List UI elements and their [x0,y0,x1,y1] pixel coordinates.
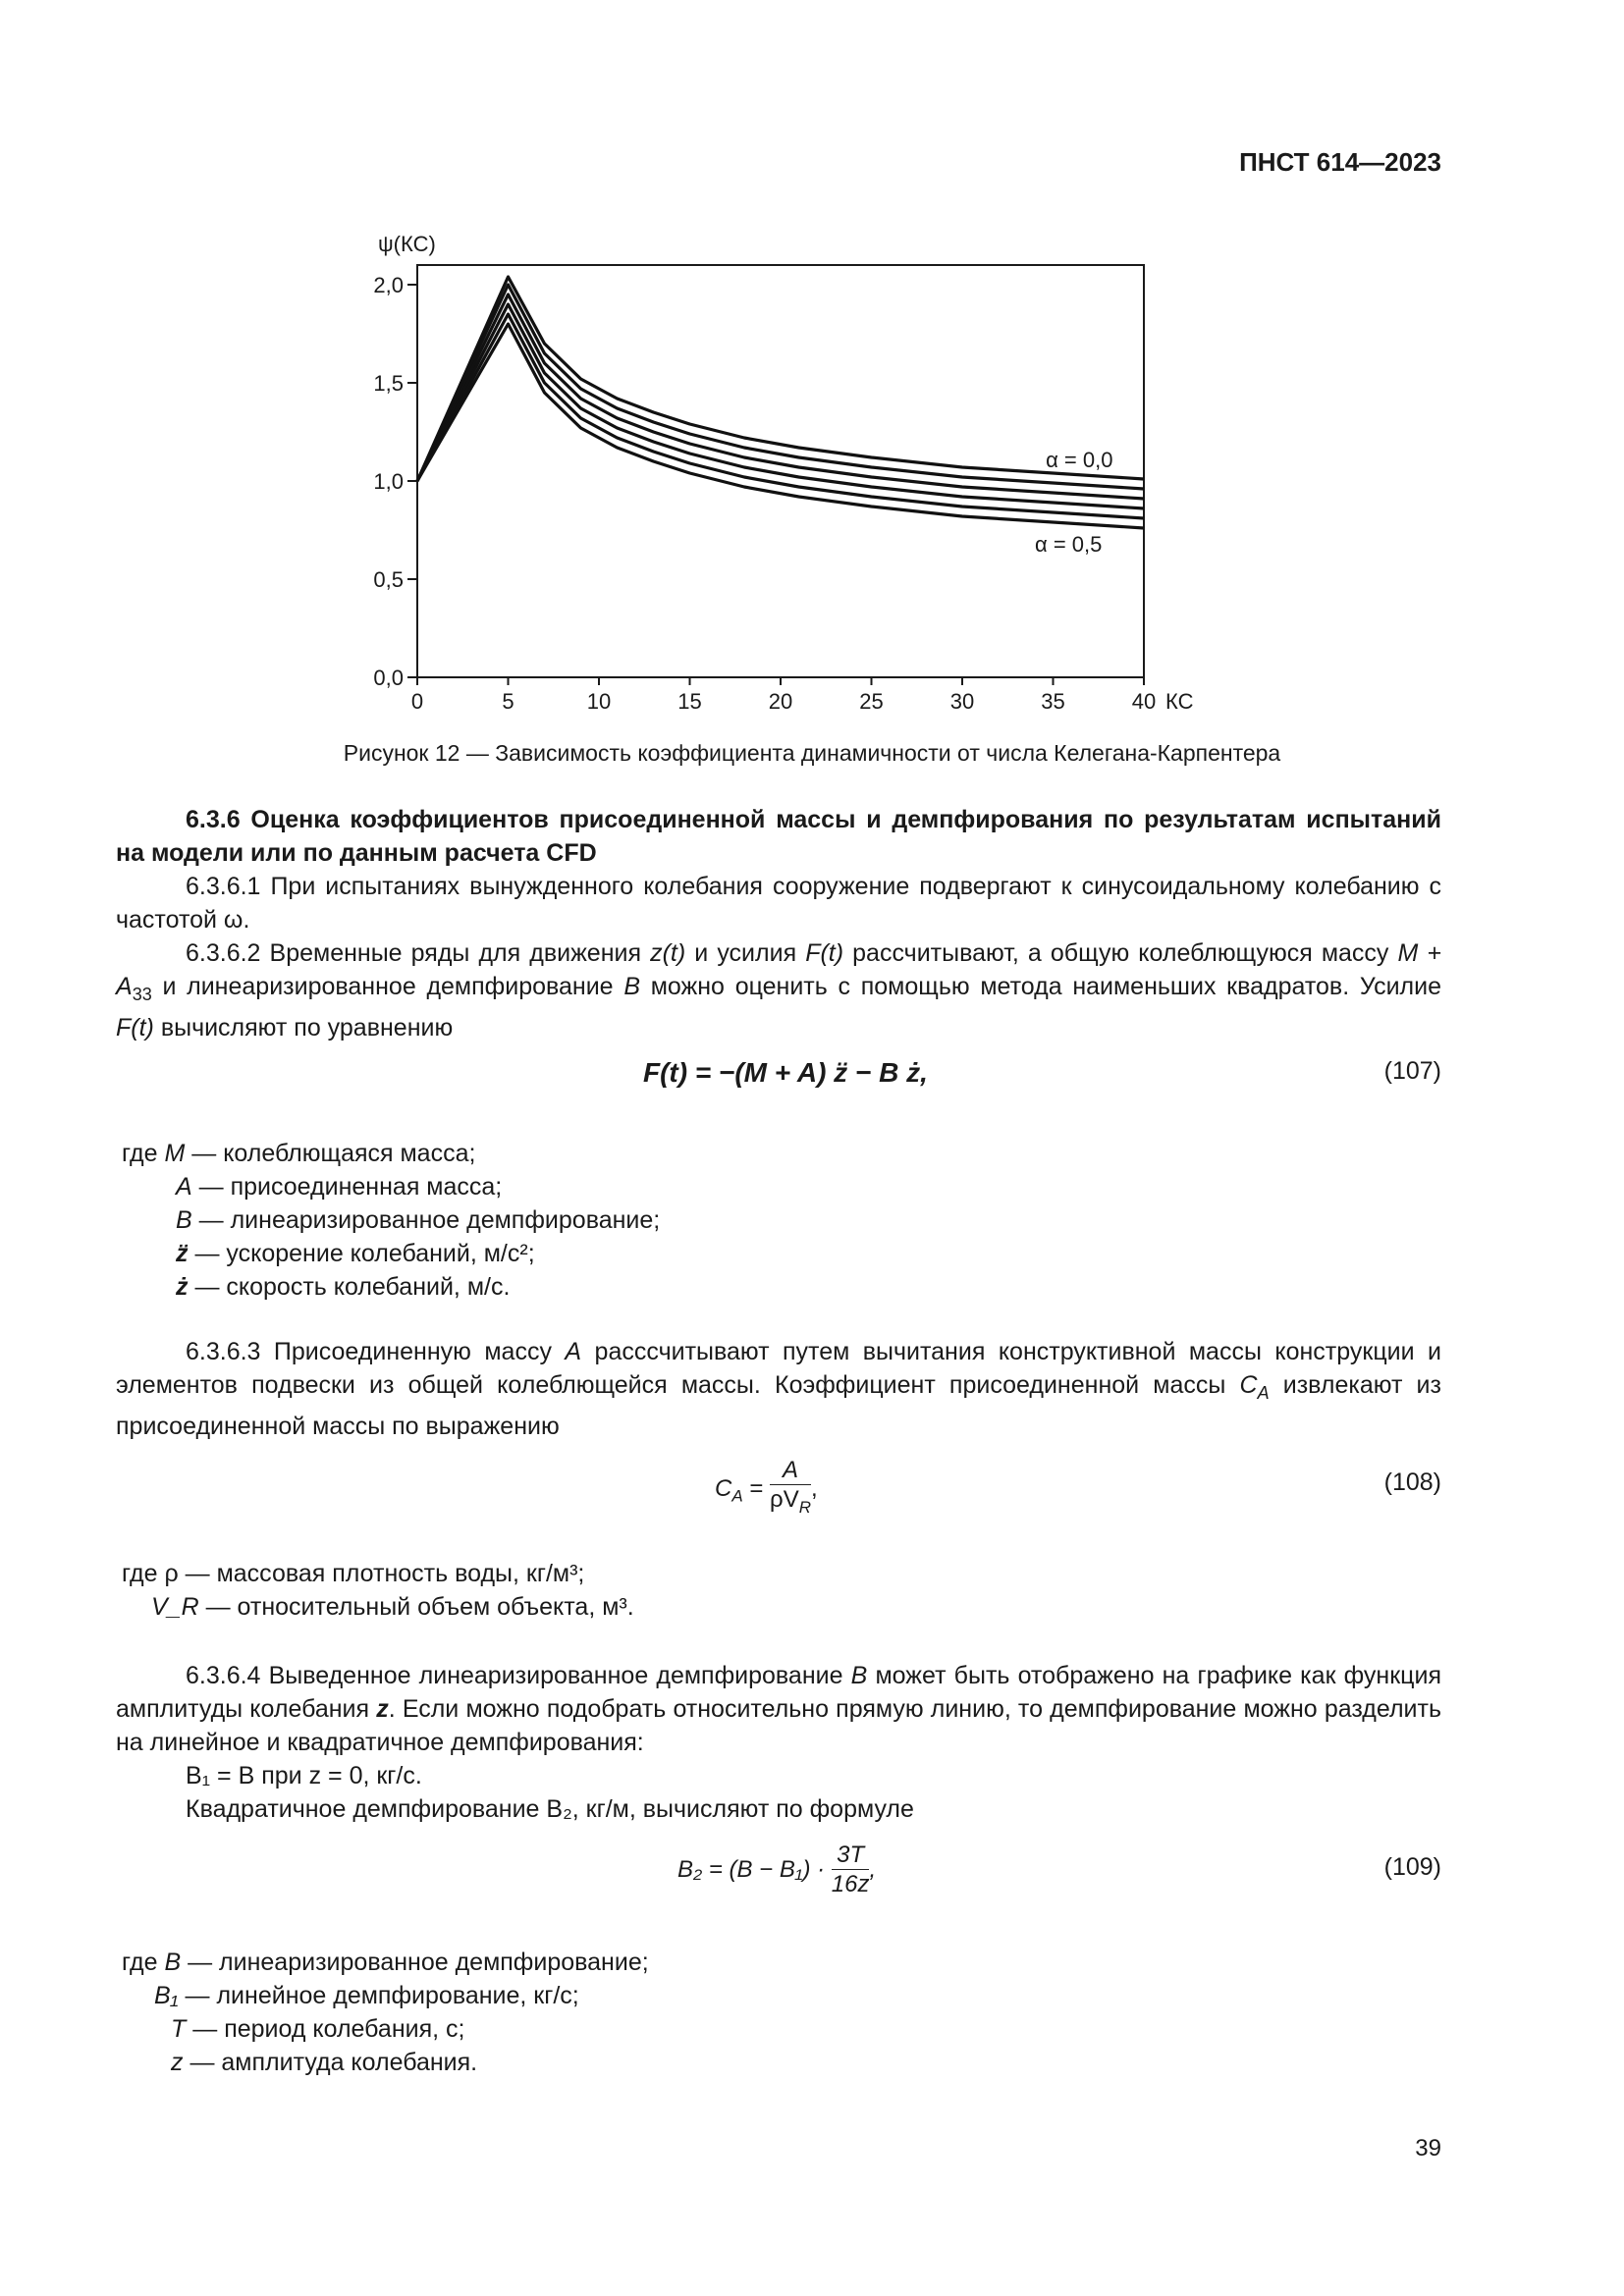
annotation-alpha-0-0: α = 0,0 [1046,448,1113,472]
y-tick-label: 1,0 [373,469,404,494]
paragraph-b2-intro: Квадратичное демпфирование B₂, кг/м, вычисляют по формуле [186,1795,914,1823]
equation-107: F(t) = −(M + A) z̈ − B ż, [643,1057,928,1088]
series-line [417,314,1144,518]
definitions-108 [122,1557,634,1624]
x-tick-label: 15 [677,689,702,712]
definition-item: ż — скорость колебаний, м/с. [176,1273,511,1301]
definition-item: z — амплитуда колебания. [171,2049,478,2076]
equation-107-number: (107) [1383,1057,1441,1085]
definitions-109 [122,1946,649,2079]
definition-item: z̈ — ускорение колебаний, м/с²; [176,1240,535,1267]
annotation-alpha-0-5: α = 0,5 [1035,532,1103,557]
x-tick-label: 30 [949,689,975,712]
figure-caption: Рисунок 12 — Зависимость коэффициента динамичности от числа Келегана-Карпентера [343,740,1281,766]
x-tick-label: 10 [586,689,612,712]
series-line [417,277,1144,481]
y-tick-label: 1,5 [373,371,404,396]
definition-item: V_R — относительный объем объекта, м³. [151,1593,634,1621]
series-line [417,304,1144,508]
y-tick-label: 2,0 [373,273,404,297]
equation-108: $C_A$ = $\frac{A}{\rho V_R}$ , [715,1457,818,1517]
x-tick-label: 40 [1131,689,1157,712]
y-tick-label: 0,5 [373,567,404,592]
definition-item: где M — колеблющаяся масса; [122,1140,476,1167]
definition-item: T — период колебания, с; [171,2015,465,2043]
series-line [417,324,1144,528]
definition-item: B — линеаризированное демпфирование; [176,1206,661,1234]
series-line [417,294,1144,499]
chart [334,221,1218,712]
definition-item: A — присоединенная масса; [176,1173,503,1201]
x-tick-label: 25 [859,689,884,712]
x-axis-label: КС [1165,689,1194,712]
paragraph-6-3-6-2: 6.3.6.2 Временные ряды для движения z(t) и усилия F(t) рассчитывают, а общую колеблющуюся массу $M + A_{33}$ и линеаризированное демпфирование B можно оценить с помощью метода наименьших квадратов. Усилие F(t) вычисляют по уравнению [116,939,1441,1041]
definition-item: где ρ — массовая плотность воды, кг/м³; [122,1560,585,1587]
x-tick-label: 35 [1041,689,1065,712]
equation-109: B₂ = (B − B₁) · $\frac{3T}{16z}$ , [677,1842,877,1897]
equation-108-number: (108) [1383,1468,1441,1496]
page-number: 39 [1415,2135,1441,2162]
equation-109-number: (109) [1383,1853,1441,1881]
definition-item: где B — линеаризированное демпфирование; [122,1949,649,1976]
paragraph-b1: B₁ = B при z = 0, кг/с. [186,1762,422,1789]
y-axis-label: ψ(КС) [378,232,436,256]
y-tick-label: 0,0 [373,666,404,690]
x-tick-label: 5 [502,689,514,712]
definitions-107 [122,1137,660,1304]
paragraph-6-3-6-3: 6.3.6.3 Присоединенную массу A расссчитывают путем вычитания конструктивной массы конструкции и элементов подвески из общей колеблющейся массы. Коэффициент присоединенной массы $C_A$ извлекают из присоединенной массы по выражению [116,1338,1441,1440]
series-line [417,285,1144,489]
document-code: ПНСТ 614—2023 [1239,147,1441,177]
definition-item: B₁ — линейное демпфирование, кг/с; [154,1982,579,2009]
paragraph-6-3-6-4: 6.3.6.4 Выведенное линеаризированное демпфирование B может быть отображено на графике как функция амплитуды колебания z. Если можно подобрать относительно прямую линию, то демпфирование можно разделить на линейное и квадратичное демпфирования: [116,1662,1441,1756]
paragraph-6-3-6-1: 6.3.6.1 При испытаниях вынужденного колебания сооружение подвергают к синусоидальному колебанию с частотой ω. [116,873,1441,934]
x-tick-label: 0 [410,689,424,712]
section-heading: 6.3.6 Оценка коэффициентов присоединенной массы и демпфирования по результатам испытаний на модели или по данным расчета CFD [116,806,1441,867]
x-tick-label: 20 [768,689,793,712]
